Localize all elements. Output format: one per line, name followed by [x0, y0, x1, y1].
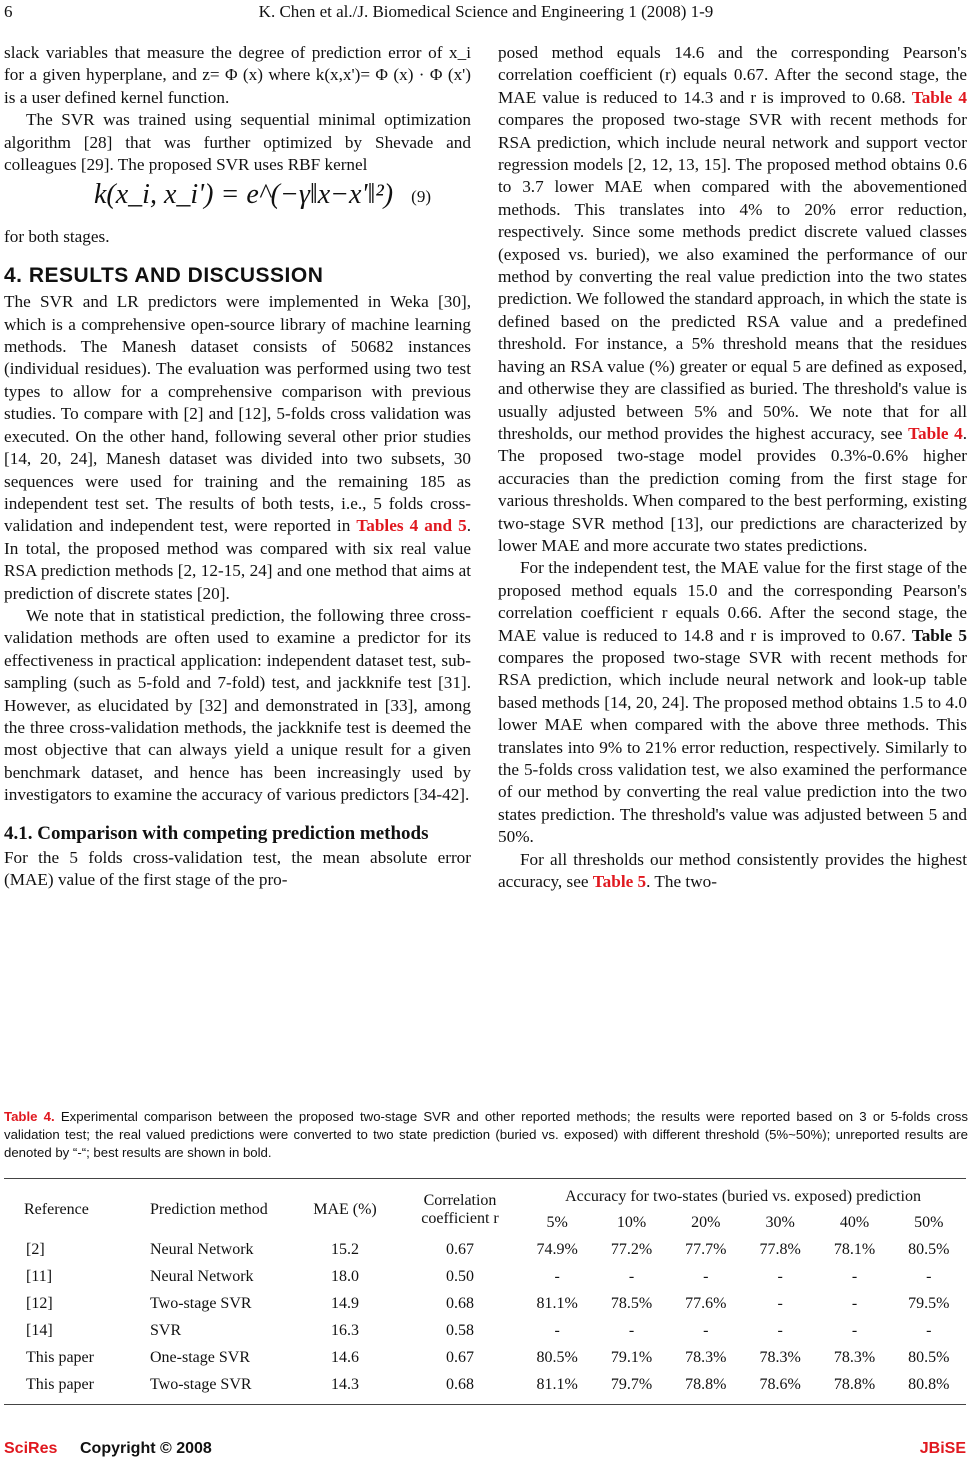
cell-accuracy: -: [777, 1267, 783, 1285]
running-head: K. Chen et al./J. Biomedical Science and Engineering 1 (2008) 1-9: [258, 2, 714, 21]
cell-reference: [12]: [26, 1294, 53, 1312]
col-header-threshold: 20%: [691, 1214, 721, 1231]
cell-method: Two-stage SVR: [150, 1294, 252, 1312]
caption-label: Table 4.: [4, 1109, 55, 1124]
text-span: compares the proposed two-stage SVR with recent methods for RSA prediction, which include neural network and support vector regression models [2, 12, 13, 15]. The proposed method obtains 0.6 to 3.7 lower MAE when compared with the abovementioned methods. This translates into 4% to 20% error reduction, respectively. Since some methods predict discrete valued classes (exposed vs. buried), we also examined the performance of our method by converting the real value prediction into the two states prediction. We followed the standard approach, in which the state is defined based on the predicted RSA value and a predefined threshold. For instance, a 5% threshold means that the residues having an RSA value (%) greater or equal 5 are defined as exposed, and otherwise they are classified as buried. The threshold's value is usually adjusted between 5% and 50%. We note that for all thresholds, our method provides the highest accuracy, see: [498, 110, 967, 443]
page-number: 6: [4, 2, 13, 21]
cell-mae: 14.3: [331, 1375, 359, 1393]
cell-reference: This paper: [26, 1375, 94, 1393]
cell-accuracy: 79.7%: [610, 1375, 653, 1393]
table-bottom-rule: [4, 1404, 966, 1405]
table-row: [4, 1263, 966, 1290]
table-reference-link[interactable]: Tables 4 and 5: [356, 516, 467, 536]
cell-accuracy: 77.8%: [759, 1240, 801, 1258]
cell-accuracy: 81.1%: [536, 1375, 578, 1393]
cell-mae: 15.2: [331, 1240, 359, 1258]
cell-accuracy: 80.5%: [536, 1348, 578, 1366]
cell-accuracy: 78.3%: [759, 1348, 801, 1366]
cell-accuracy: 77.6%: [685, 1294, 727, 1312]
equation-number: (9): [411, 187, 431, 207]
cell-accuracy: 80.5%: [908, 1348, 950, 1366]
col-header-threshold: 50%: [914, 1214, 944, 1231]
cell-accuracy: -: [851, 1321, 858, 1339]
cell-accuracy: 78.6%: [759, 1375, 801, 1393]
table-reference-link[interactable]: Table 4: [908, 423, 963, 443]
copyright-text: Copyright © 2008: [80, 1440, 212, 1457]
cell-accuracy: -: [554, 1321, 560, 1339]
paragraph: The SVR was trained using sequential minimal optimization algorithm [28] that was further optimized by Shevade and colleagues [29]. The proposed SVR uses RBF kernel: [4, 110, 471, 175]
col-header-threshold: 30%: [765, 1214, 795, 1231]
cell-accuracy: 79.5%: [908, 1294, 950, 1312]
cell-accuracy: -: [554, 1267, 560, 1285]
subsection-heading: 4.1. Comparison with competing prediction methods: [4, 822, 429, 844]
results-table: [4, 1184, 966, 1398]
text-span: compares the proposed two-stage SVR with recent methods for RSA prediction, which include neural network and look-up table based methods [14, 20, 24]. The proposed method obtains 1.5 to 4.0 lower MAE when compared with the above three methods. This translates into 9% to 21% error reduction, respectively. Similarly to the 5-folds cross validation test, we also examined the performance of our method by converting the real value prediction into the two states prediction. The threshold's value was adjusted between 5 and 50%.: [498, 647, 967, 847]
cell-accuracy: -: [926, 1321, 932, 1339]
text-span: For the independent test, the MAE value for the first stage of the proposed method equals 15.0 and the corresponding Pearson's correlation coefficient r equals 0.66. After the second stage, the MAE value is reduced to 14.8 and r is improved to 0.67.: [498, 558, 967, 645]
journal-name: JBiSE: [919, 1440, 966, 1457]
cell-method: One-stage SVR: [150, 1348, 250, 1366]
paragraph: [498, 849, 967, 894]
table-row: [4, 1290, 966, 1317]
col-header-corr: Correlation coefficient r: [421, 1192, 499, 1227]
col-header-threshold: 40%: [839, 1214, 870, 1231]
text-span: . The proposed two-stage model provides 0.3%-0.6% higher accuracies than the prediction coming from the first stage for various thresholds. When compared to the best performing, existing two-stage SVR method [13], our predictions are characterized by lower MAE and more accurate two states predictions.: [498, 423, 968, 555]
table-row: [4, 1344, 966, 1371]
table-reference-link[interactable]: Table 4: [911, 87, 967, 107]
right-column: [498, 42, 967, 893]
table-reference-link[interactable]: Table 5: [911, 625, 967, 645]
col-header-accuracy: Accuracy for two-states (buried vs. exposed) prediction: [565, 1188, 921, 1205]
col-header-mae: MAE (%): [313, 1201, 377, 1218]
cell-correlation: 0.67: [446, 1240, 474, 1258]
cell-correlation: 0.50: [446, 1267, 474, 1285]
cell-reference: [11]: [26, 1267, 53, 1285]
text-span: posed method equals 14.6 and the corresponding Pearson's correlation coefficient (r) equals 0.67. After the second stage, the MAE value is reduced to 14.3 and r is improved to 0.68.: [498, 43, 967, 107]
cell-accuracy: 78.5%: [610, 1294, 653, 1312]
cell-method: Neural Network: [150, 1267, 254, 1285]
col-header-threshold: 10%: [616, 1214, 647, 1231]
cell-accuracy: -: [851, 1267, 858, 1285]
cell-mae: 14.9: [331, 1294, 359, 1312]
text-span: For all thresholds our method consistently provides the highest accuracy, see: [498, 849, 967, 892]
text-span: . In total, the proposed method was compared with six real value RSA prediction methods [2, 12-15, 24] and one method that aims at prediction of discrete states [20].: [4, 516, 471, 603]
cell-reference: [2]: [26, 1240, 45, 1258]
cell-mae: 16.3: [331, 1321, 359, 1339]
paragraph: [4, 291, 471, 605]
cell-correlation: 0.67: [446, 1348, 474, 1366]
cell-reference: [14]: [26, 1321, 53, 1339]
cell-method: Two-stage SVR: [150, 1375, 252, 1393]
cell-accuracy: -: [703, 1267, 709, 1285]
cell-accuracy: -: [777, 1321, 783, 1339]
cell-accuracy: 79.1%: [610, 1348, 653, 1366]
equation-9: [4, 176, 471, 226]
cell-accuracy: 78.8%: [833, 1375, 876, 1393]
paragraph: [498, 557, 967, 848]
table-top-rule: [4, 1178, 966, 1179]
cell-correlation: 0.68: [446, 1294, 474, 1312]
page-footer: [0, 1440, 972, 1462]
text-span: . The two-: [646, 872, 717, 892]
cell-accuracy: -: [777, 1294, 783, 1312]
left-column: [4, 42, 471, 891]
table-row: [4, 1236, 966, 1263]
equation-formula: k(x_i, x_i') = e^(−γ‖x−x'‖²): [94, 179, 394, 211]
section-heading: 4. RESULTS AND DISCUSSION: [4, 263, 324, 287]
cell-accuracy: 80.8%: [908, 1375, 950, 1393]
text-span: The SVR and LR predictors were implemented in Weka [30], which is a comprehensive open-source library of machine learning methods. The Manesh dataset consists of 50682 instances (individual residues). The evaluation was performed using two test types to allow for a comprehensive comparison with previous studies. To compare with [2] and [12], 5-folds cross validation was executed. On the other hand, following several other prior studies [14, 20, 24], Manesh dataset was divided into two subsets, 30 sequences were used for training and the remaining 185 as independent test set. The results of both tests, i.e., 5 folds cross-validation and independent test, were reported in: [4, 292, 471, 536]
cell-accuracy: 80.5%: [908, 1240, 950, 1258]
cell-accuracy: 78.3%: [833, 1348, 876, 1366]
cell-accuracy: 78.8%: [685, 1375, 727, 1393]
paragraph: [498, 42, 967, 557]
table-row: [4, 1371, 966, 1398]
col-header-threshold: 5%: [546, 1214, 568, 1231]
paragraph: for both stages.: [4, 227, 110, 247]
cell-correlation: 0.58: [446, 1321, 474, 1339]
paragraph: slack variables that measure the degree of prediction error of x_i for a given hyperplane, and z= Φ (x) where k(x,x')= Φ (x) · Φ (x') is a user defined kernel function.: [4, 43, 471, 107]
col-header-reference: Reference: [24, 1201, 89, 1218]
table-caption: [4, 1108, 968, 1162]
cell-reference: This paper: [26, 1348, 94, 1366]
cell-accuracy: -: [628, 1321, 635, 1339]
cell-accuracy: 74.9%: [536, 1240, 578, 1258]
table-reference-link[interactable]: Table 5: [592, 872, 647, 892]
page-header: [0, 2, 972, 28]
cell-accuracy: -: [703, 1321, 709, 1339]
cell-method: SVR: [150, 1321, 182, 1339]
cell-accuracy: 77.2%: [610, 1240, 653, 1258]
cell-accuracy: 81.1%: [536, 1294, 578, 1312]
cell-accuracy: -: [628, 1267, 635, 1285]
col-header-method: Prediction method: [150, 1201, 268, 1218]
table-row: [4, 1317, 966, 1344]
paragraph: For the 5 folds cross-validation test, the mean absolute error (MAE) value of the first stage of the pro-: [4, 847, 471, 889]
cell-accuracy: -: [851, 1294, 858, 1312]
caption-text: Experimental comparison between the proposed two-stage SVR and other reported methods; the results were reported based on 3 or 5-folds cross validation test; the real valued predictions were converted to two state prediction (buried vs. exposed) with different threshold (5%~50%); unreported results are denoted by “-“; best results are shown in bold.: [4, 1109, 968, 1160]
paragraph: We note that in statistical prediction, the following three cross-validation methods are often used to examine a predictor for its effectiveness in practical application: independent dataset test, sub-sampling (such as 5-fold and 7-fold) test, and jackknife test [31]. However, as elucidated by [32] and demonstrated in [33], among the three cross-validation methods, the jackknife test is deemed the most objective that can always yield a unique result for a given benchmark dataset, and hence has been increasingly used by investigators to examine the accuracy of various predictors [34-42].: [4, 605, 471, 805]
cell-accuracy: 77.7%: [685, 1240, 727, 1258]
cell-mae: 14.6: [331, 1348, 359, 1366]
cell-accuracy: 78.1%: [833, 1240, 876, 1258]
cell-correlation: 0.68: [446, 1375, 474, 1393]
cell-accuracy: -: [926, 1267, 932, 1285]
cell-method: Neural Network: [150, 1240, 254, 1258]
cell-accuracy: 78.3%: [685, 1348, 727, 1366]
cell-mae: 18.0: [331, 1267, 359, 1285]
publisher-logo: SciRes: [4, 1440, 58, 1457]
